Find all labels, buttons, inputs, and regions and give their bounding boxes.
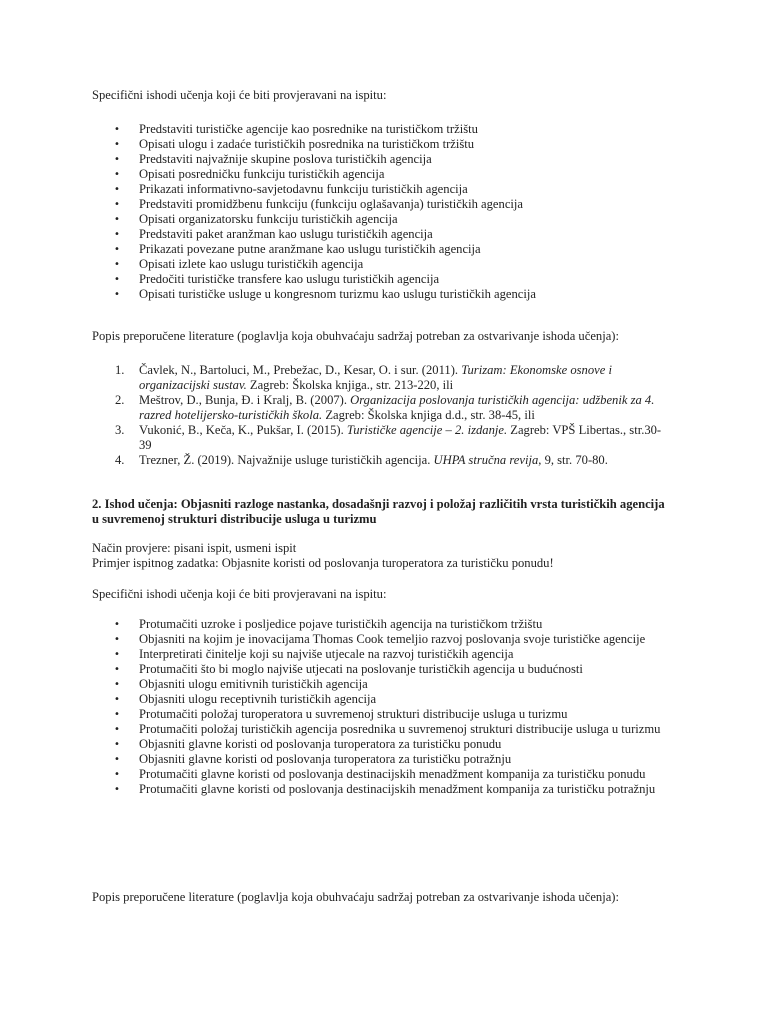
- list-item: • Protumačiti položaj turističkih agencija posrednika u suvremenoj strukturi distribucije usluga u turizmu: [92, 722, 672, 737]
- list-item: • Opisati ulogu i zadaće turističkih posrednika na turističkom tržištu: [92, 137, 672, 152]
- list-item: • Objasniti na kojim je inovacijama Thomas Cook temeljio razvoj poslovanja svoje turističke agencije: [92, 632, 672, 647]
- list-item: • Interpretirati činitelje koji su najviše utjecale na razvoj turističkih agencija: [92, 647, 672, 662]
- list-item: • Protumačiti položaj turoperatora u suvremenoj strukturi distribucije usluga u turizmu: [92, 707, 672, 722]
- literature-item: 2. Meštrov, D., Bunja, Đ. i Kralj, B. (2007). Organizacija poslovanja turističkih agencija: udžbenik za 4. razred hotelijersko-turističkih škola. Zagreb: Školska knjiga d.d., str. 38-45, ili: [115, 393, 655, 422]
- list-item: • Opisati posredničku funkciju turističkih agencija: [92, 167, 672, 182]
- list-item: • Opisati organizatorsku funkciju turističkih agencija: [92, 212, 672, 227]
- list-item: • Protumačiti glavne koristi od poslovanja destinacijskih menadžment kompanija za turističku ponudu: [92, 767, 672, 782]
- list-item: • Objasniti ulogu receptivnih turističkih agencija: [92, 692, 672, 707]
- list-item: • Predstaviti turističke agencije kao posrednike na turističkom tržištu: [92, 122, 672, 137]
- literature-list-1: [92, 363, 672, 468]
- list-item: • Predstaviti paket aranžman kao uslugu turističkih agencija: [92, 227, 672, 242]
- assessment-method: Način provjere: pisani ispit, usmeni ispit: [92, 541, 297, 555]
- list-item: • Objasniti ulogu emitivnih turističkih agencija: [92, 677, 672, 692]
- literature-heading-1: Popis preporučene literature (poglavlja koja obuhvaćaju sadržaj potreban za ostvarivanje ishoda učenja):: [92, 329, 619, 343]
- list-item: • Prikazati informativno-savjetodavnu funkciju turističkih agencija: [92, 182, 672, 197]
- outcomes-heading-1: Specifični ishodi učenja koji će biti provjeravani na ispitu:: [92, 88, 387, 102]
- list-item: • Opisati izlete kao uslugu turističkih agencija: [92, 257, 672, 272]
- list-item: • Opisati turističke usluge u kongresnom turizmu kao uslugu turističkih agencija: [92, 287, 672, 302]
- outcomes-heading-2: Specifični ishodi učenja koji će biti provjeravani na ispitu:: [92, 587, 387, 601]
- outcomes-list-1: [92, 122, 672, 302]
- literature-item: 3. Vukonić, B., Keča, K., Pukšar, I. (2015). Turističke agencije – 2. izdanje. Zagreb: VPŠ Libertas., str.30-39: [115, 423, 662, 452]
- literature-item: 1. Čavlek, N., Bartoluci, M., Prebežac, D., Kesar, O. i sur. (2011). Turizam: Ekonomske osnove i organizacijski sustav. Zagreb: Školska knjiga., str. 213-220, ili: [115, 363, 612, 392]
- list-item: • Predočiti turističke transfere kao uslugu turističkih agencija: [92, 272, 672, 287]
- outcomes-list-2: [92, 617, 672, 797]
- list-item: • Protumačiti glavne koristi od poslovanja destinacijskih menadžment kompanija za turističku potražnju: [92, 782, 672, 797]
- literature-heading-2: Popis preporučene literature (poglavlja koja obuhvaćaju sadržaj potreban za ostvarivanje ishoda učenja):: [92, 890, 619, 904]
- list-item: • Protumačiti uzroke i posljedice pojave turističkih agencija na turističkom tržištu: [92, 617, 672, 632]
- example-task: Primjer ispitnog zadatka: Objasnite koristi od poslovanja turoperatora za turističku ponudu!: [92, 556, 554, 570]
- list-item: • Predstaviti promidžbenu funkciju (funkciju oglašavanja) turističkih agencija: [92, 197, 672, 212]
- list-item: • Objasniti glavne koristi od poslovanja turoperatora za turističku potražnju: [92, 752, 672, 767]
- section-heading-2: 2. Ishod učenja: Objasniti razloge nastanka, dosadašnji razvoj i položaj različitih vrsta turističkih agencija u suvremenoj strukturi distribucije usluga u turizmu: [92, 497, 665, 526]
- list-item: • Protumačiti što bi moglo najviše utjecati na poslovanje turističkih agencija u budućnosti: [92, 662, 672, 677]
- literature-item: 4. Trezner, Ž. (2019). Najvažnije usluge turističkih agencija. UHPA stručna revija, 9, str. 70-80.: [115, 453, 608, 467]
- list-item: • Prikazati povezane putne aranžmane kao uslugu turističkih agencija: [92, 242, 672, 257]
- list-item: • Objasniti glavne koristi od poslovanja turoperatora za turističku ponudu: [92, 737, 672, 752]
- list-item: • Predstaviti najvažnije skupine poslova turističkih agencija: [92, 152, 672, 167]
